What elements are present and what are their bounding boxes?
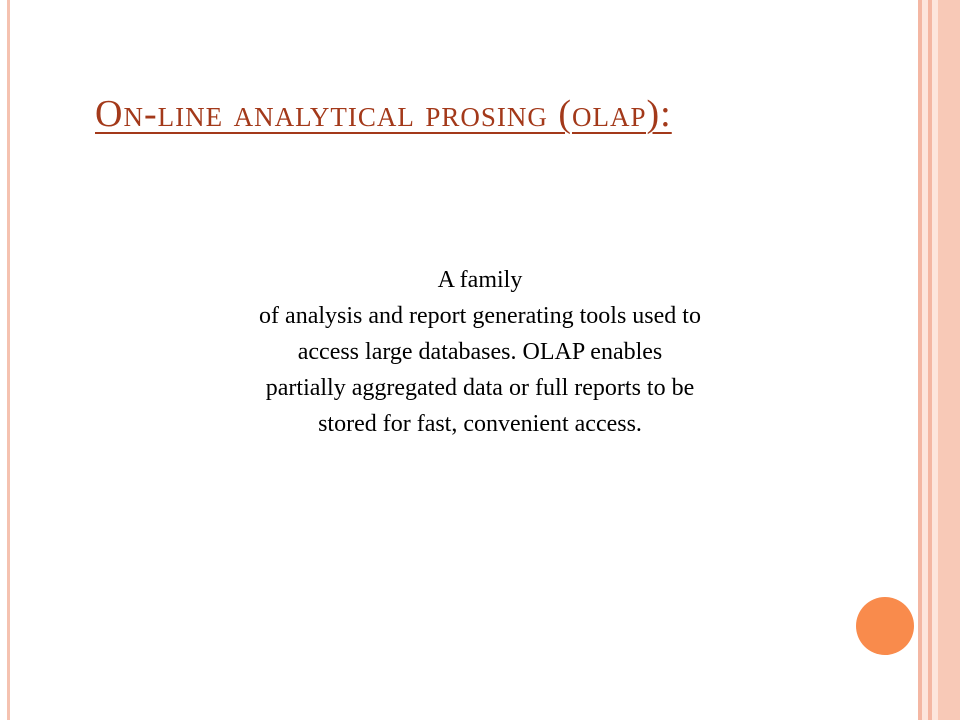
slide-body [160, 262, 800, 442]
left-border-decoration [7, 0, 10, 720]
slide-title: On-line analytical prosing (olap): [95, 93, 672, 135]
body-line: stored for fast, convenient access. [318, 411, 642, 437]
accent-circle-decoration [856, 597, 914, 655]
stripe [938, 0, 960, 720]
body-line: partially aggregated data or full reports to be [265, 375, 695, 401]
body-line: of analysis and report generating tools used to [259, 303, 701, 329]
body-line: access large databases. OLAP enables [297, 339, 663, 365]
body-line: A family [437, 267, 523, 293]
right-stripes-decoration [918, 0, 960, 720]
